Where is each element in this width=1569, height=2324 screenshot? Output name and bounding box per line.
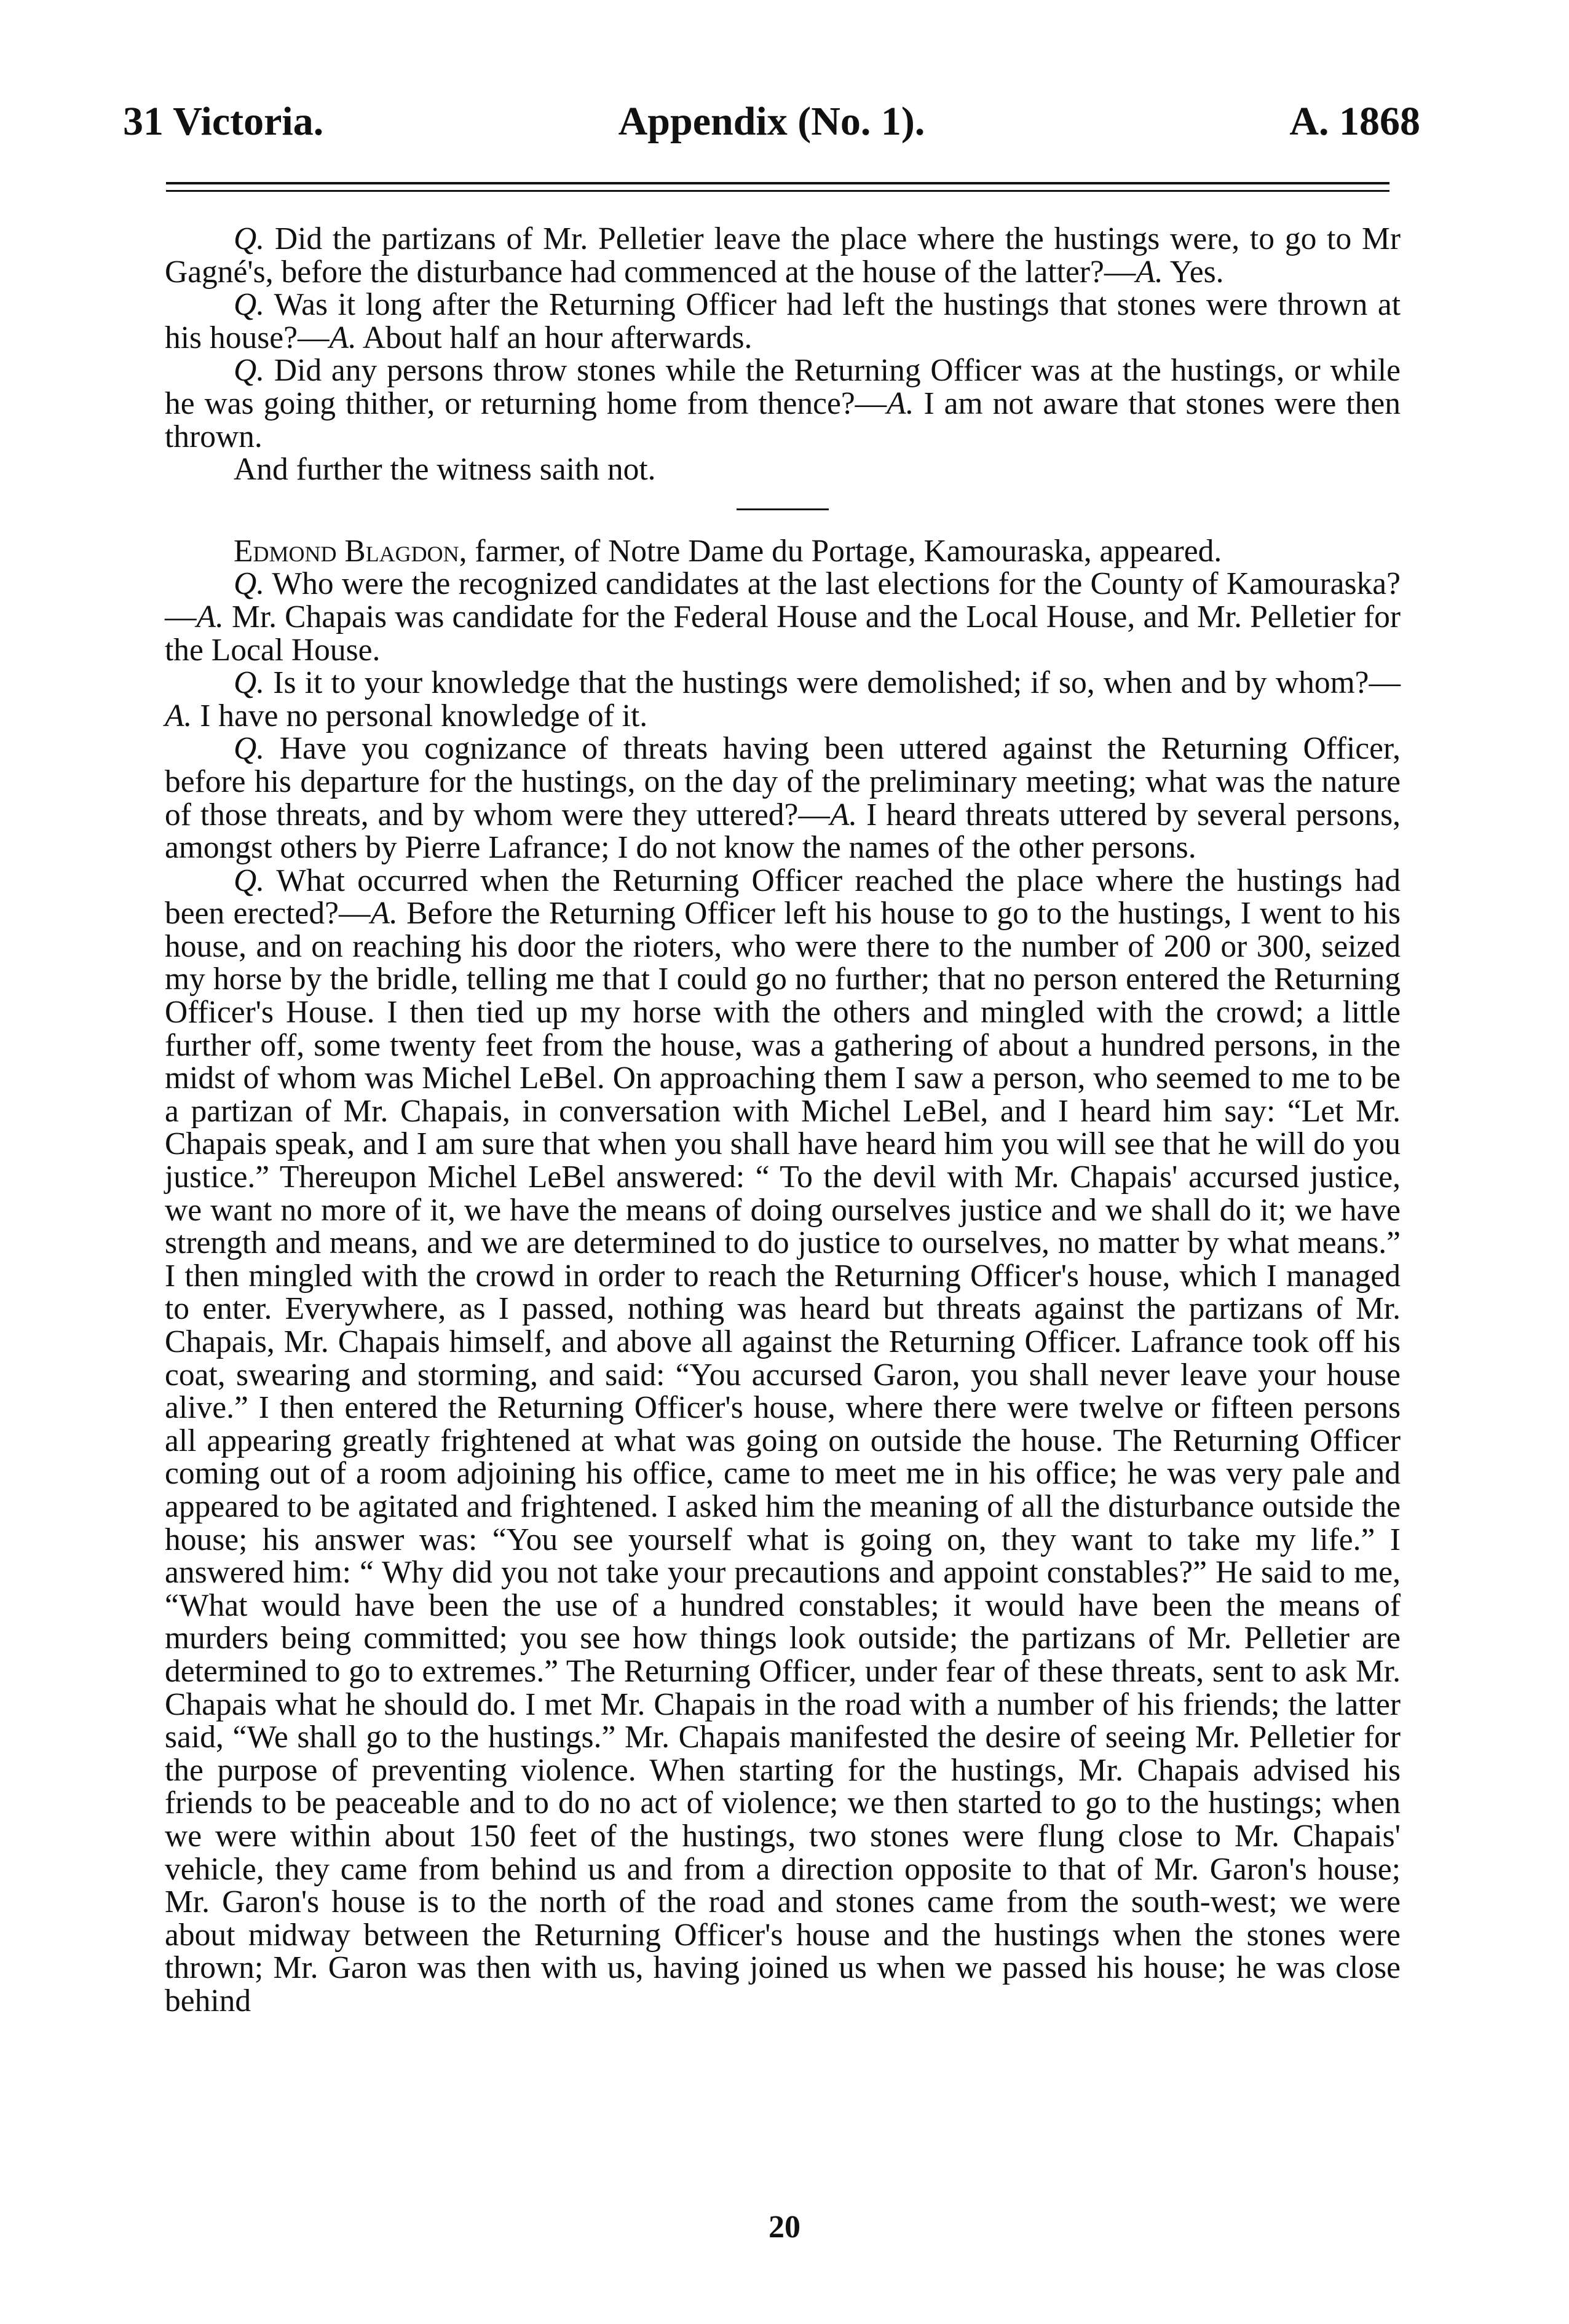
closing-line: And further the witness saith not. [234, 452, 656, 488]
question-text: Was it long after the Returning Officer had left the hustings that stones were thrown at his house?— [165, 287, 1401, 355]
question-marker: Q. [234, 287, 265, 323]
section-separator [737, 508, 829, 510]
witness-description: , farmer, of Notre Dame du Portage, Kamouraska, appeared. [459, 533, 1222, 569]
qa-paragraph [165, 864, 1401, 2018]
question-text: Who were the recognized candidates at the last elections for the County of Kamouraska?— [165, 566, 1401, 634]
header-double-rule [166, 182, 1389, 192]
page-number: 20 [769, 2210, 800, 2245]
question-marker: Q. [234, 863, 265, 898]
question-text: Did the partizans of Mr. Pelletier leave the place where the hustings were, to go to Mr Gagné's, before the disturbance had commenced at the house of the latter?— [165, 221, 1401, 290]
witness-intro [165, 535, 1401, 568]
page-header [123, 98, 1420, 154]
answer-marker: A. [196, 599, 224, 634]
header-appendix: Appendix (No. 1). [618, 99, 925, 144]
answer-marker: A. [370, 896, 398, 931]
question-marker: Q. [234, 665, 265, 701]
qa-paragraph [165, 732, 1401, 864]
answer-text: I heard threats uttered by several persons, amongst others by Pierre Lafrance; I do not know the names of the other persons. [165, 797, 1401, 866]
answer-marker: A. [1136, 254, 1163, 290]
qa-paragraph [165, 666, 1401, 732]
answer-text: Yes. [1163, 254, 1224, 290]
question-marker: Q. [234, 353, 265, 389]
answer-marker: A. [887, 385, 914, 421]
answer-marker: A. [165, 698, 192, 733]
answer-marker: A. [829, 797, 858, 832]
question-marker: Q. [234, 731, 265, 767]
question-text: What occurred when the Returning Officer reached the place where the hustings had been erected?— [165, 863, 1401, 931]
answer-text: I have no personal knowledge of it. [192, 698, 648, 733]
question-marker: Q. [234, 221, 265, 256]
answer-marker: A. [329, 320, 357, 355]
witness-name: Edmond Blagdon [234, 533, 459, 569]
qa-paragraph [165, 567, 1401, 666]
header-session: 31 Victoria. [123, 99, 324, 144]
question-text: Have you cognizance of threats having been uttered against the Returning Officer, before his departure for the hustings, on the day of the preliminary meeting; what was the nature of those threats, and by whom were they uttered?— [165, 731, 1401, 832]
question-text: Is it to your knowledge that the hustings were demolished; if so, when and by whom?— [264, 665, 1401, 701]
qa-paragraph [165, 288, 1401, 354]
qa-paragraph [165, 223, 1401, 288]
answer-text: I am not aware that stones were then thrown. [165, 385, 1401, 454]
answer-text: Before the Returning Officer left his house to go to the hustings, I went to his house, and on reaching his door the rioters, who were there to the number of 200 or 300, seized my horse by the bridle, telling me that I could go no further; that no person entered the Returning Officer's House. I then tied up my horse with the others and mingled with the crowd; a little further off, some twenty feet from the house, was a gathering of about a hundred persons, in the midst of whom was Michel LeBel. On approaching them I saw a person, who seemed to me to be a partizan of Mr. Chapais, in conversation with Michel LeBel, and I heard him say: “Let Mr. Chapais speak, and I am sure that when you shall have heard him you will see that he will do you justice.” Thereupon Michel LeBel answered: “ To the devil with Mr. Chapais' accursed justice, we want no more of it, we have the means of doing ourselves justice and we shall do it; we have strength and means, and we are determined to do justice to ourselves, no matter by what means.” I then mingled with the crowd in order to reach the Returning Officer's house, which I managed to enter. Everywhere, as I passed, nothing was heard but threats against the partizans of Mr. Chapais, Mr. Chapais himself, and above all against the Returning Officer. Lafrance took off his coat, swearing and storming, and said: “You accursed Garon, you shall never leave your house alive.” I then entered the Returning Officer's house, where there were twelve or fifteen persons all appearing greatly frightened at what was going on outside the house. The Returning Officer coming out of a room adjoining his office, came to meet me in his office; he was very pale and appeared to be agitated and frightened. I asked him the meaning of all the disturbance outside the house; his answer was: “You see yourself what is going on, they want to take my life.” I answered him: “ Why did you not take your precautions and appoint constables?” He said to me, “What would have been the use of a hundred constables; it would have been the means of murders being committed; you see how things look outside; the partizans of Mr. Pelletier are determined to go to extremes.” The Returning Officer, under fear of these threats, sent to ask Mr. Chapais what he should do. I met Mr. Chapais in the road with a number of his friends; the latter said, “We shall go to the hustings.” Mr. Chapais manifested the desire of seeing Mr. Pelletier for the purpose of preventing violence. When starting for the hustings, Mr. Chapais advised his friends to be peaceable and to do no act of violence; we then started to go to the hustings; when we were within about 150 feet of the hustings, two stones were flung close to Mr. Chapais' vehicle, they came from behind us and from a direction opposite to that of Mr. Garon's house; Mr. Garon's house is to the north of the road and stones came from the south-west; we were about midway between the Returning Officer's house and the hustings when the stones were thrown; Mr. Garon was then with us, having joined us when we passed his house; he was close behind [165, 896, 1401, 2018]
answer-text: About half an hour afterwards. [356, 320, 753, 355]
answer-text: Mr. Chapais was candidate for the Federal House and the Local House, and Mr. Pelletier for the Local House. [165, 599, 1401, 668]
body-text [165, 223, 1401, 2017]
question-marker: Q. [234, 566, 265, 602]
header-year: A. 1868 [1289, 99, 1420, 144]
qa-paragraph [165, 354, 1401, 453]
question-text: Did any persons throw stones while the Returning Officer was at the hustings, or while he was going thither, or returning home from thence?— [165, 353, 1401, 421]
